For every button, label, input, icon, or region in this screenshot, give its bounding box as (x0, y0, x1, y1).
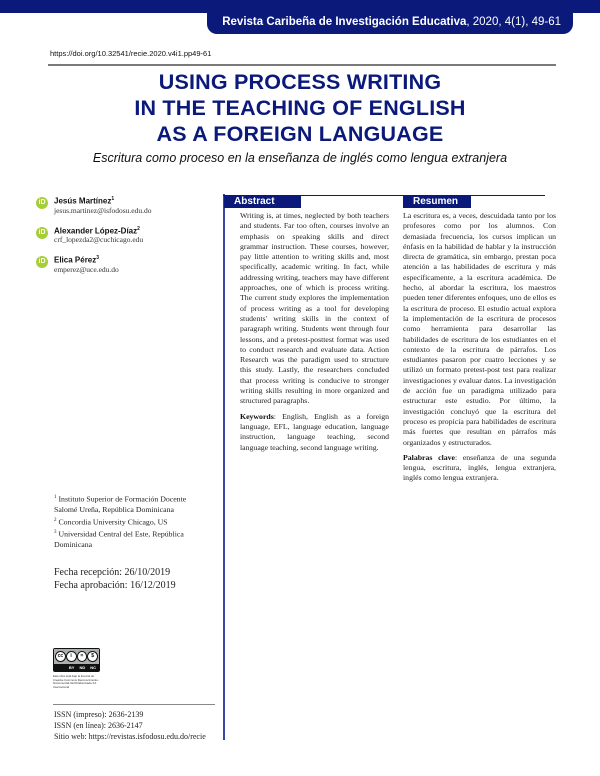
journal-volume: , 2020, 4(1), 49-61 (466, 16, 561, 28)
website-link[interactable]: Sitio web: https://revistas.isfodosu.edu.do/recie (54, 732, 206, 741)
keywords-label: Keywords (240, 411, 274, 421)
date-approved: Fecha aprobación: 16/12/2019 (54, 580, 176, 591)
doi-link[interactable]: https://doi.org/10.32541/recie.2020.v4i1.pp49-61 (50, 49, 212, 58)
article-subtitle: Escritura como proceso en la enseñanza de inglés como lengua extranjera (92, 151, 508, 165)
affiliation: $^1$ Instituto Superior de Formación Docente Salomé Ureña, República Dominicana (54, 494, 187, 515)
column-divider (223, 194, 225, 740)
date-received: Fecha recepción: 26/10/2019 (54, 567, 171, 578)
resumen-keywords (403, 453, 556, 484)
article-title (30, 69, 570, 147)
cc-icon: cc (55, 651, 66, 662)
cc-label-nc: NC (90, 665, 96, 670)
title-line: USING PROCESS WRITING (158, 70, 442, 94)
submission-dates (54, 566, 176, 592)
keywords-label: Palabras clave (403, 452, 455, 462)
creative-commons-badge[interactable] (53, 648, 100, 672)
author-entry (36, 226, 216, 246)
journal-citation-tab (207, 10, 573, 34)
non-commercial-icon: $ (87, 651, 98, 662)
keywords-list: : English, English as a foreign language, EFL, language education, language instruction, language teaching, second language teaching, second language writing. (240, 411, 389, 452)
divider (53, 704, 215, 705)
author-name: Jesús Martínez$^1$ (54, 196, 115, 206)
orcid-icon[interactable]: iD (36, 256, 48, 268)
author-email[interactable]: emperez@uce.edu.do (54, 264, 119, 274)
affiliation: $^2$ Concordia University Chicago, US (54, 517, 168, 527)
issn-online: ISSN (en línea): 2636-2147 (54, 721, 143, 730)
by-attribution-icon: i (66, 651, 77, 662)
issn-print: ISSN (impreso): 2636-2139 (54, 710, 144, 719)
affiliation: $^3$ Universidad Central del Este, República Dominicana (54, 529, 184, 550)
author-entry (36, 196, 216, 216)
cc-label-nd: ND (79, 665, 86, 670)
cc-label-by: BY (68, 665, 75, 670)
resumen-column (403, 211, 556, 489)
orcid-icon[interactable]: iD (36, 227, 48, 239)
resumen-heading: Resumen (403, 195, 471, 208)
no-derivatives-icon: = (77, 651, 88, 662)
author-list (36, 196, 216, 285)
author-email[interactable]: crf_lopezda2@cuchicago.edu (54, 235, 144, 245)
title-line: AS A FOREIGN LANGUAGE (156, 122, 444, 146)
affiliations (54, 493, 204, 551)
orcid-icon[interactable]: iD (36, 197, 48, 209)
divider (48, 64, 556, 66)
author-name: Elica Pérez$^3$ (54, 255, 100, 265)
keywords-list: : enseñanza de una segunda lengua, escritura, inglés, lengua extranjera, inglés como lengua extranjera. (403, 452, 556, 483)
abstract-body: Writing is, at times, neglected by both teachers and students. Far too often, courses involve an emphasis on speaking skills and direct grammar instruction. These courses, however, pay little attention to writing skills and, most specifically, academic writing. In fact, while addressing writing, teachers may have different approaches, one of which is process writing. The current study explores the implementation of process writing as a tool for developing students' writing skills in the context of paragraph writing. Students went through four lessons, and a pretest-posttest format was used to conduct research and evaluate data. Action Research was the paradigm used to structure this study. Lastly, the researchers concluded that process writing is conducive to stronger writing skills resulting in more organized and structured paragraphs. (240, 211, 389, 406)
abstract-keywords (240, 412, 389, 453)
author-entry (36, 255, 216, 275)
abstract-heading: Abstract (224, 195, 301, 208)
title-line: IN THE TEACHING OF ENGLISH (134, 96, 466, 120)
issn-info (54, 709, 206, 742)
journal-name: Revista Caribeña de Investigación Educativa (222, 16, 467, 28)
author-name: Alexander López-Díaz$^2$ (54, 225, 140, 236)
author-email[interactable]: jesus.martinez@isfodosu.edu.do (54, 205, 152, 215)
abstract-column (240, 211, 389, 458)
license-note: Esta obra está bajo la licencia de Creative Commons Reconocimiento-NoComercial-SinObraDerivada 4.0 Internacional (53, 674, 99, 689)
resumen-body: La escritura es, a veces, descuidada tanto por los profesores como por los alumnos. Con demasiada frecuencia, los cursos implican un énfasis en la habilidad de hablar y la instrucción directa de gramática, sin embargo, prestan poca atención a las habilidades de escritura y más específicamente, a la escritura académica. De hecho, al abordar la escritura, los maestros pueden tener diferentes enfoques, uno de ellos es la escritura de proceso. El estudio actual explora la implementación de la escritura de procesos como herramienta para desarrollar las habilidades de escritura de los estudiantes en el contexto de la escritura de párrafos. Los estudiantes pasaron por cuatro lecciones y se utilizó un formato pretest-post test para realizar investigaciones y evaluar datos. La investigación de acción fue un paradigma utilizado para estructurar este estudio. Por último, la investigación concluyó que la escritura del proceso es propicia para habilidades de escritura más fuertes que resultan en párrafos más organizados y estructurados. (403, 211, 556, 447)
